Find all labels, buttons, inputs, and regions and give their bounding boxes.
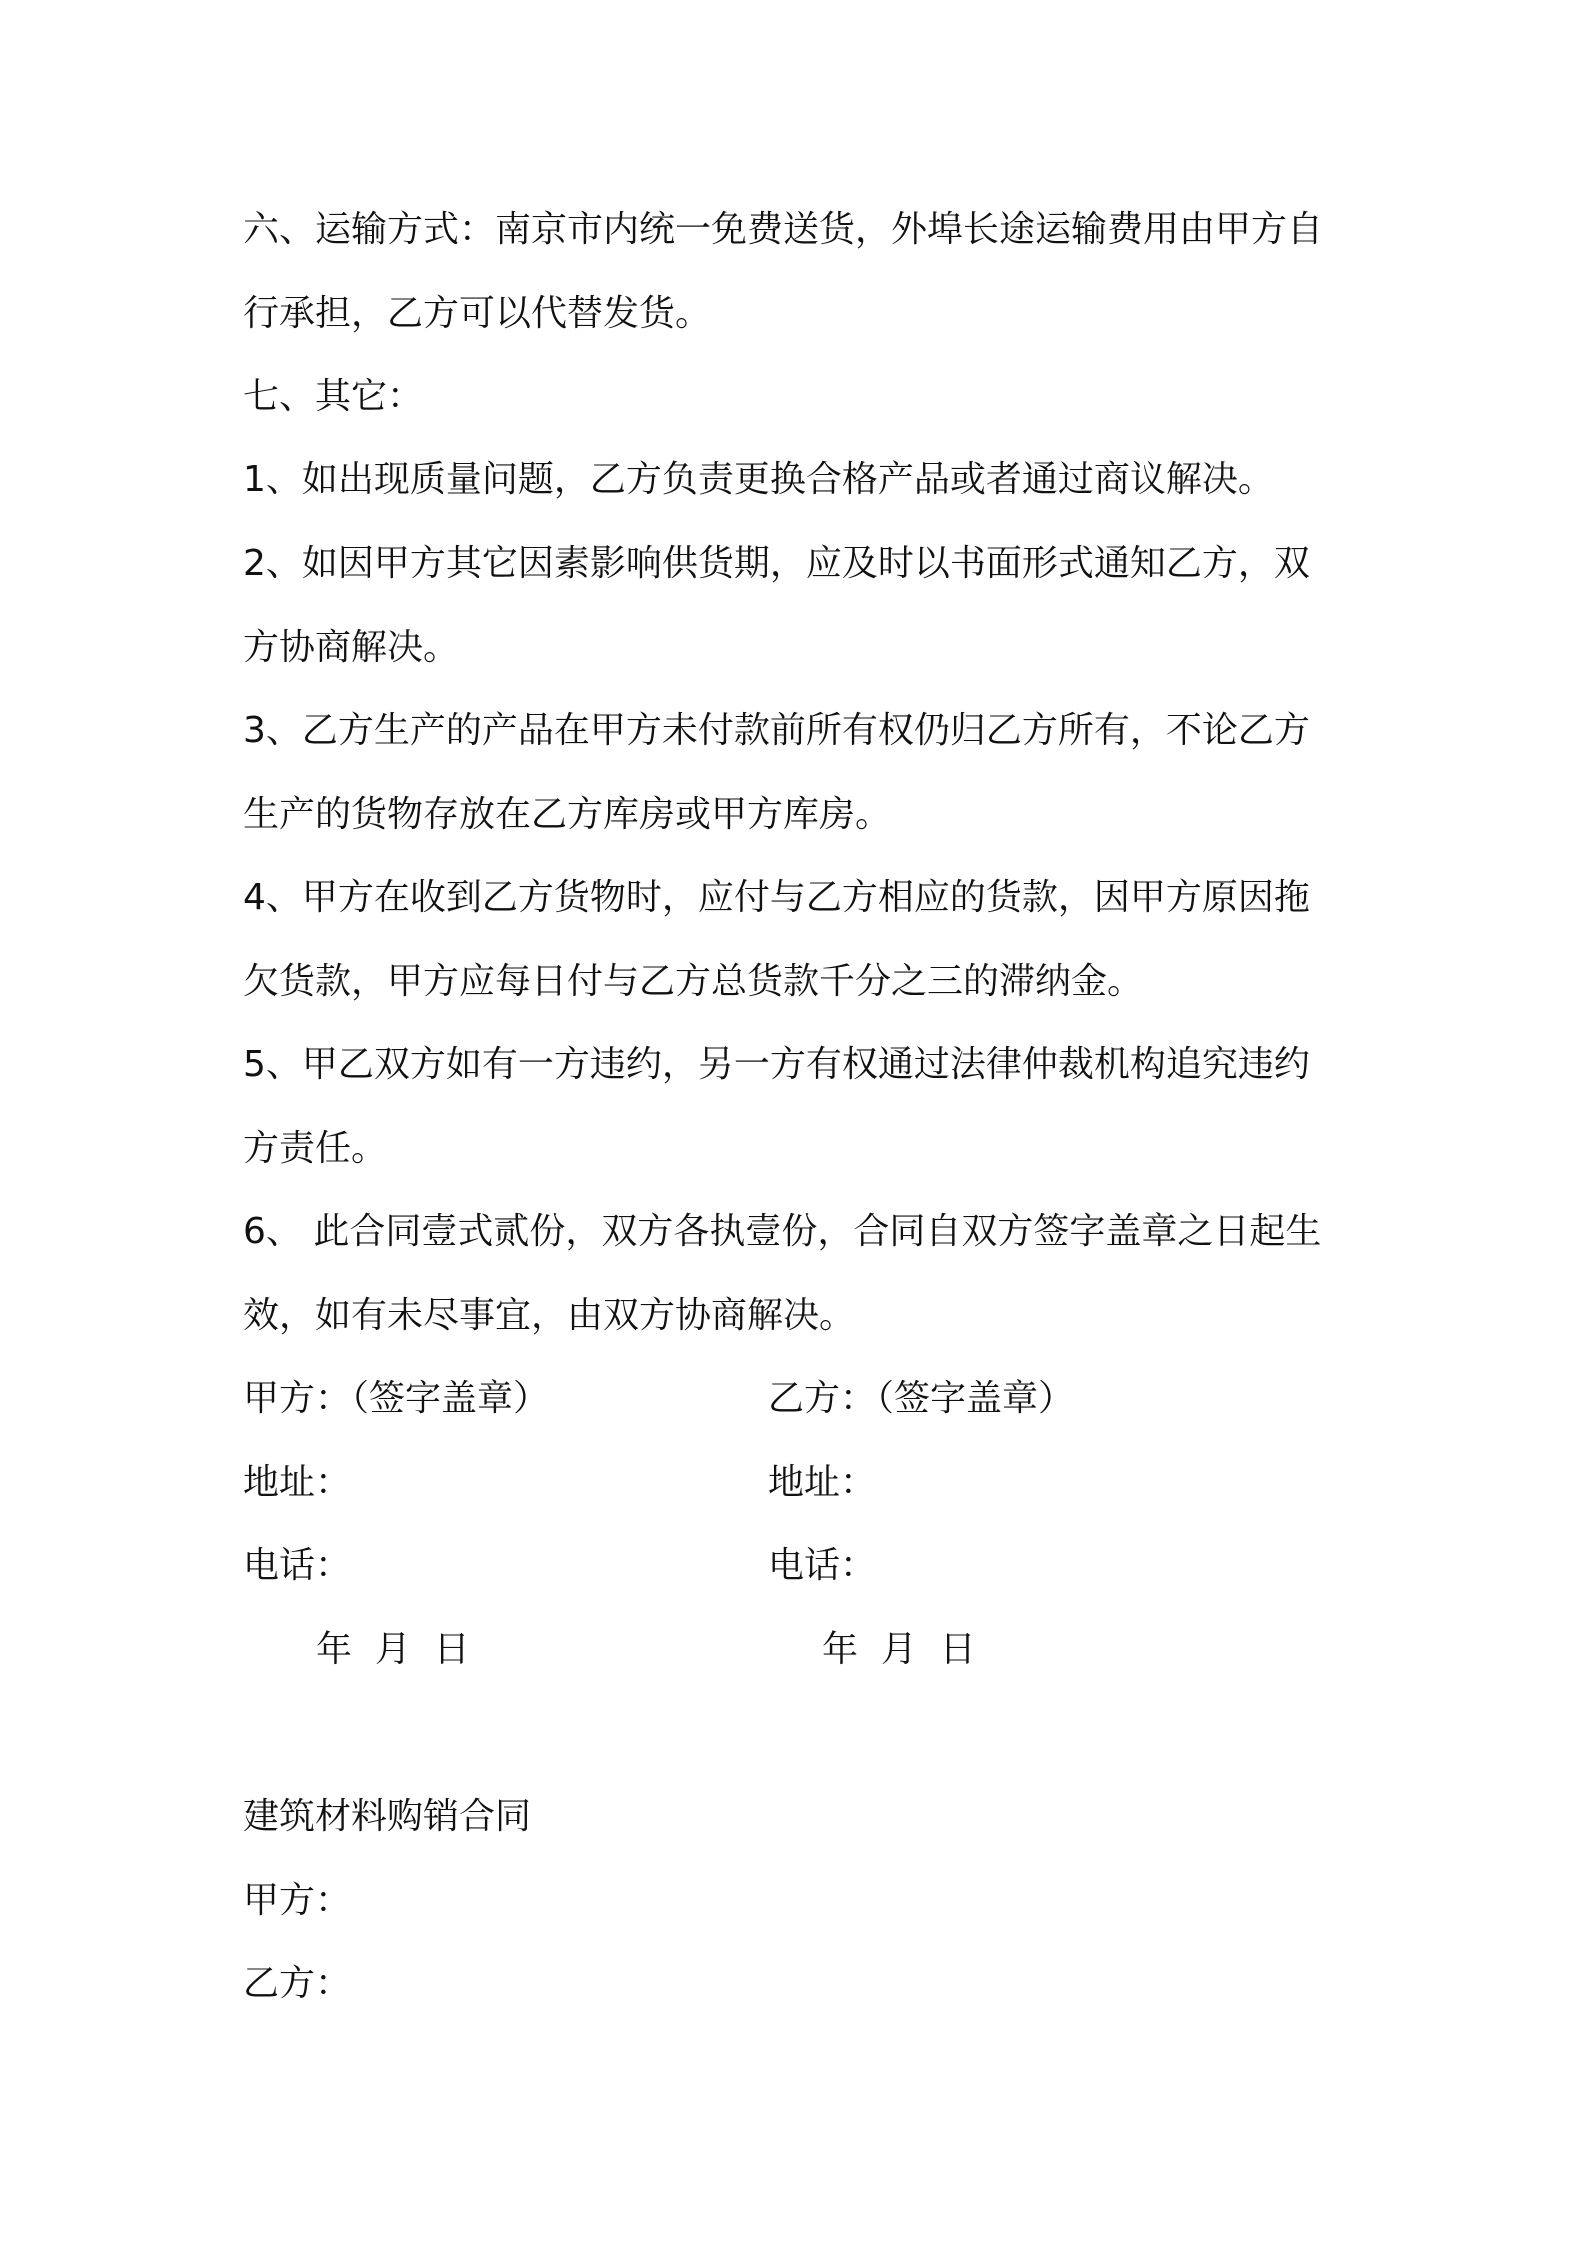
other-heading: 七、其它： <box>243 376 424 417</box>
party-a-address-label: 地址： <box>243 1462 352 1503</box>
item-5-line-1: 5、甲乙双方如有一方违约，另一方有权通过法律仲裁机构追究违约 <box>243 1044 1310 1085</box>
item-6-line-2: 效，如有未尽事宜，由双方协商解决。 <box>243 1295 856 1336</box>
item-4-line-2: 欠货款，甲方应每日付与乙方总货款千分之三的滞纳金。 <box>243 961 1144 1002</box>
party-b-address-label: 地址： <box>768 1462 877 1503</box>
transport-line-1: 六、运输方式：南京市内统一免费送货，外埠长途运输费用由甲方自 <box>243 209 1324 250</box>
next-contract-party-a: 甲方： <box>243 1880 352 1921</box>
party-b-phone-label: 电话： <box>768 1545 877 1586</box>
transport-line-2: 行承担，乙方可以代替发货。 <box>243 293 712 334</box>
party-b-date: 年 月 日 <box>822 1629 976 1670</box>
item-3-line-2: 生产的货物存放在乙方库房或甲方库房。 <box>243 794 892 835</box>
next-contract-title: 建筑材料购销合同 <box>243 1796 532 1837</box>
item-2-line-2: 方协商解决。 <box>243 627 460 668</box>
item-5-line-2: 方责任。 <box>243 1128 388 1169</box>
next-contract-party-b: 乙方： <box>243 1963 352 2004</box>
item-3-line-1: 3、乙方生产的产品在甲方未付款前所有权仍归乙方所有，不论乙方 <box>243 710 1310 751</box>
party-b-signature-label: 乙方：（签字盖章） <box>768 1378 1075 1419</box>
item-2-line-1: 2、如因甲方其它因素影响供货期，应及时以书面形式通知乙方，双 <box>243 543 1310 584</box>
party-a-signature-label: 甲方：（签字盖章） <box>243 1378 550 1419</box>
item-6-line-1: 6、 此合同壹式贰份，双方各执壹份，合同自双方签字盖章之日起生 <box>243 1211 1322 1252</box>
item-4-line-1: 4、甲方在收到乙方货物时，应付与乙方相应的货款，因甲方原因拖 <box>243 877 1310 918</box>
party-a-phone-label: 电话： <box>243 1545 352 1586</box>
item-1-line-1: 1、如出现质量问题，乙方负责更换合格产品或者通过商议解决。 <box>243 459 1274 500</box>
party-a-date: 年 月 日 <box>316 1629 470 1670</box>
